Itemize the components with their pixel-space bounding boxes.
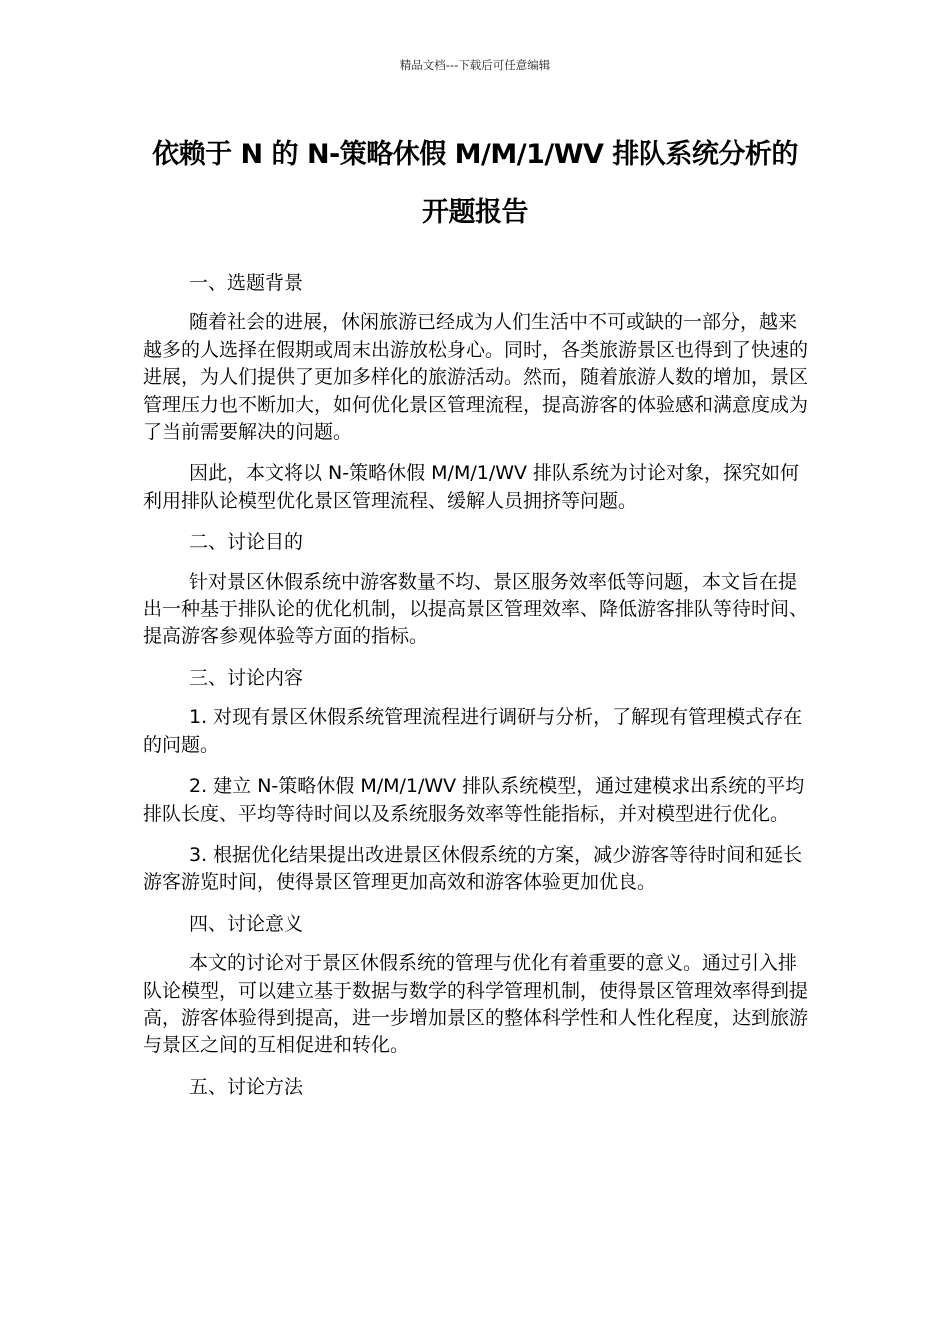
document-title-line-2: 开题报告 [422, 197, 528, 228]
section-heading-significance: 四、讨论意义 [189, 912, 304, 935]
paragraph-background-1: 随着社会的进展，休闲旅游已经成为人们生活中不可或缺的一部分，越来越多的人选择在假期或周末出游放松身心。同时，各类旅游景区也得到了快速的进展，为人们提供了更加多样化的旅游活动。然而，随着旅游人数的增加，景区管理压力也不断加大，如何优化景区管理流程，提高游客的体验感和满意度成为了当前需要解决的问题。 [143, 311, 809, 444]
paragraph-background-2: 因此，本文将以 N-策略休假 M/M/1/WV 排队系统为讨论对象，探究如何利用排队论模型优化景区管理流程、缓解人员拥挤等问题。 [143, 462, 800, 512]
section-heading-purpose: 二、讨论目的 [189, 531, 304, 554]
header-note: 精品文档---下载后可任意编辑 [399, 58, 551, 72]
section-heading-content: 三、讨论内容 [189, 666, 304, 689]
document-body [143, 270, 808, 1113]
section-heading-method: 五、讨论方法 [189, 1075, 304, 1098]
paragraph-significance: 本文的讨论对于景区休假系统的管理与优化有着重要的意义。通过引入排队论模型，可以建立基于数据与数学的科学管理机制，使得景区管理效率得到提高，游客体验得到提高，进一步增加景区的整体科学性和人性化程度，达到旅游与景区之间的互相促进和转化。 [143, 952, 809, 1057]
paragraph-purpose: 针对景区休假系统中游客数量不均、景区服务效率低等问题，本文旨在提出一种基于排队论的优化机制，以提高景区管理效率、降低游客排队等待时间、提高游客参观体验等方面的指标。 [143, 570, 809, 648]
paragraph-content-item-3: 3. 根据优化结果提出改进景区休假系统的方案，减少游客等待时间和延长游客游览时间，使得景区管理更加高效和游客体验更加优良。 [143, 843, 803, 894]
document-title-line-1: 依赖于 N 的 N-策略休假 M/M/1/WV 排队系统分析的 [152, 139, 798, 170]
paragraph-content-item-1: 1. 对现有景区休假系统管理流程进行调研与分析，了解现有管理模式存在的问题。 [143, 706, 803, 756]
paragraph-content-item-2: 2. 建立 N-策略休假 M/M/1/WV 排队系统模型，通过建模求出系统的平均排队长度、平均等待时间以及系统服务效率等性能指标，并对模型进行优化。 [143, 775, 805, 825]
section-heading-background: 一、选题背景 [189, 272, 304, 294]
